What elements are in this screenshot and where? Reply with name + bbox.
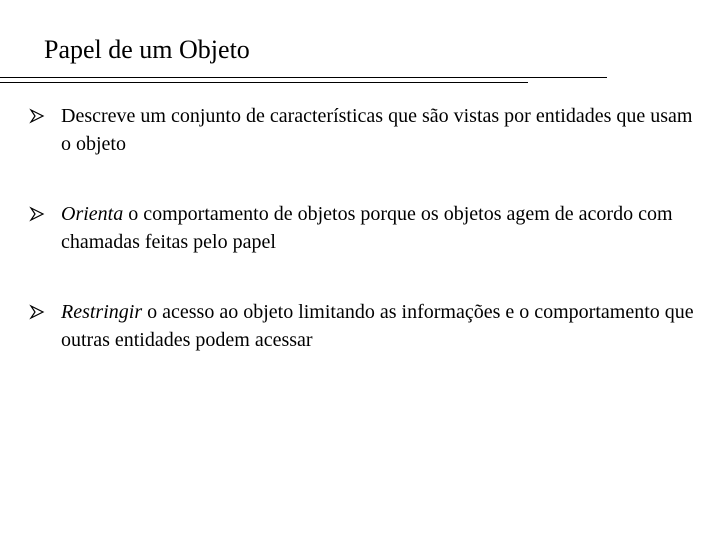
bullet-body: o acesso ao objeto limitando as informações e o comportamento que outras entidades podem acessar — [61, 301, 694, 351]
title-divider-bottom — [0, 82, 528, 83]
bullet-emphasis: Restringir — [61, 301, 143, 323]
bullet-body: o comportamento de objetos porque os objetos agem de acordo com chamadas feitas pelo papel — [61, 203, 673, 253]
bullet-text — [61, 200, 701, 256]
bullet-text — [61, 102, 701, 158]
arrowhead-bullet-icon — [29, 108, 45, 124]
arrowhead-bullet-icon — [29, 304, 45, 320]
bullet-body: Descreve um conjunto de características que são vistas por entidades que usam o objeto — [61, 105, 693, 155]
bullet-text — [61, 298, 701, 354]
bullet-emphasis: Orienta — [61, 203, 124, 225]
title-divider-top — [0, 77, 607, 78]
slide-title: Papel de um Objeto — [44, 35, 250, 64]
arrowhead-bullet-icon — [29, 206, 45, 222]
